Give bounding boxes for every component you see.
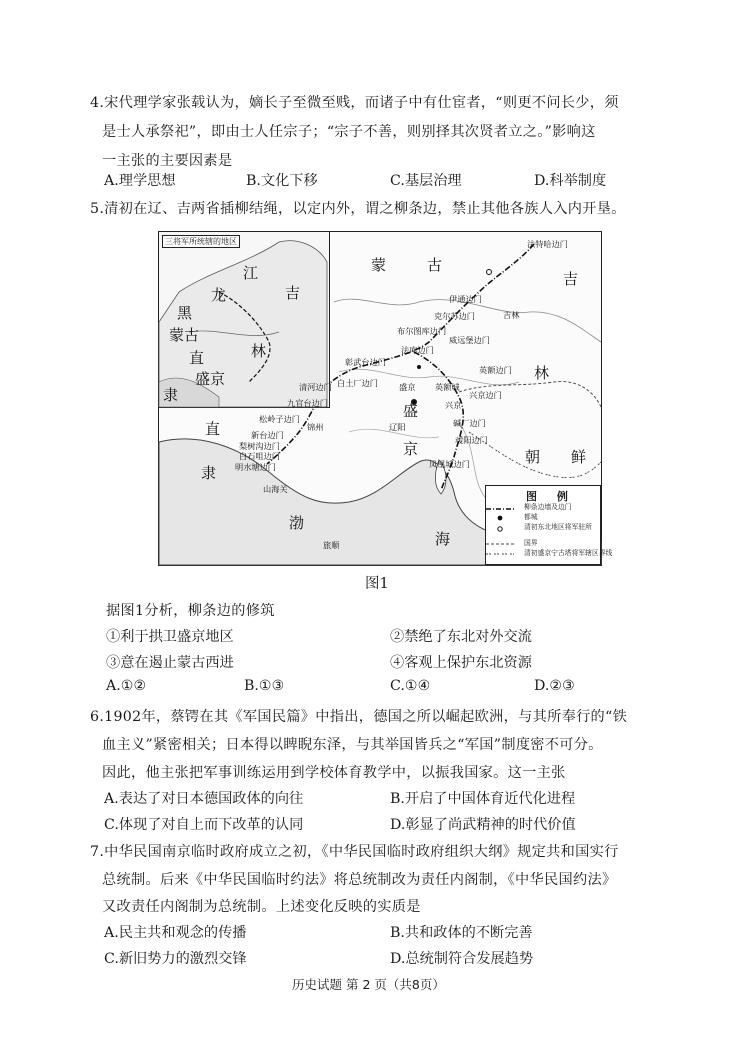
q7-line-3: 又改责任内阁制为总统制。上述变化反映的实质是 <box>102 899 421 915</box>
legend-item: 国界 <box>524 539 538 547</box>
legend-item: 都城 <box>524 513 538 521</box>
inset-label: 盛京 <box>195 370 226 388</box>
map-region-label: 鲜 <box>571 448 587 466</box>
q5-statement-1: ①利于拱卫盛京地区 <box>106 629 234 645</box>
legend-title: 图 例 <box>526 490 576 503</box>
map-region-label: 吉 <box>563 270 579 288</box>
q5-option-a[interactable]: A.①② <box>106 678 147 694</box>
q7-option-d[interactable]: D.总统制符合发展趋势 <box>390 951 534 967</box>
q4-line-3: 一主张的主要因素是 <box>102 153 233 169</box>
map-place: 兴京 <box>445 400 462 410</box>
q4-option-d[interactable]: D.科举制度 <box>534 173 607 189</box>
map-place: 锦州 <box>307 422 324 432</box>
q5-statement-3: ③意在遏止蒙古西进 <box>106 655 234 671</box>
map-region-label: 古 <box>427 256 443 274</box>
map-region-label: 渤 <box>289 514 305 532</box>
map-place: 英额城 <box>435 382 460 392</box>
legend-item: 清初盛京宁古塔将军辖区界线 <box>524 549 613 557</box>
page-footer: 历史试题 第 2 页（共8页） <box>292 977 445 992</box>
map-region-label: 朝 <box>525 448 541 466</box>
legend-item: 清初东北地区将军驻所 <box>524 523 592 531</box>
map-place: 碱厂边门 <box>453 418 486 428</box>
q7-line-1: 7.中华民国南京临时政府成立之初，《中华民国临时政府组织大纲》规定共和国实行 <box>90 844 619 860</box>
q5-stem: 据图1分析，柳条边的修筑 <box>106 603 275 619</box>
map-place: 九官台边门 <box>287 398 328 408</box>
map-place: 法库边门 <box>401 345 434 355</box>
map-figure <box>158 231 613 566</box>
legend-item: 柳条边墙及边门 <box>524 503 572 511</box>
inset-label: 龙 <box>211 286 227 304</box>
q4-option-c[interactable]: C.基层治理 <box>390 173 462 189</box>
map-region-label: 直 <box>205 420 221 438</box>
q7-option-a[interactable]: A.民主共和观念的传播 <box>104 925 247 941</box>
map-region-label: 隶 <box>201 464 217 482</box>
map-place: 新台边门 <box>251 430 284 440</box>
map-place: 白土厂边门 <box>337 378 378 388</box>
q5-line-1: 5.清初在辽、吉两省插柳结绳，以定内外，谓之柳条边，禁止其他各族人入内开垦。 <box>90 201 626 217</box>
map-place: 克尔苏边门 <box>434 311 475 321</box>
q6-option-d[interactable]: D.彰显了尚武精神的时代价值 <box>390 817 576 833</box>
q6-option-a[interactable]: A.表达了对日本德国政体的向往 <box>104 791 304 807</box>
inset-label: 黑 <box>177 304 193 322</box>
q6-option-b[interactable]: B.开启了中国体育近代化进程 <box>390 791 576 807</box>
q5-option-c[interactable]: C.①④ <box>390 678 431 694</box>
inset-label: 隶 <box>163 386 179 404</box>
map-place: 布尔图库边门 <box>397 326 447 336</box>
q7-option-c[interactable]: C.新旧势力的激烈交锋 <box>104 951 247 967</box>
map-place: 叆阳边门 <box>455 435 488 445</box>
map-place: 松岭子边门 <box>259 414 300 424</box>
map-place: 凤凰城边门 <box>429 459 470 469</box>
map-place: 旅顺 <box>323 540 340 550</box>
map-place: 伊通边门 <box>449 294 482 304</box>
map-place: 吉林 <box>503 310 520 320</box>
map-region-label: 京 <box>403 440 419 458</box>
map-region-label: 盛 <box>403 402 419 420</box>
q4-option-b[interactable]: B.文化下移 <box>246 173 318 189</box>
map-place: 清河边门 <box>299 382 332 392</box>
map-legend <box>485 485 613 565</box>
q4-line-2: 是士人承祭祀”，即由士人任宗子；“宗子不善，则别择其次贤者立之。”影响这 <box>102 124 596 140</box>
q6-line-1: 6.1902年，蔡锷在其《军国民篇》中指出，德国之所以崛起欧洲，与其所奉行的“铁 <box>90 709 628 725</box>
map-region-label: 林 <box>534 364 550 382</box>
map-place: 法特哈边门 <box>527 239 568 249</box>
q5-statement-4: ④客观上保护东北资源 <box>390 655 532 671</box>
map-place: 明水塘边门 <box>235 462 276 472</box>
figure-caption: 图1 <box>365 576 389 592</box>
q4-option-a[interactable]: A.理学思想 <box>104 173 176 189</box>
inset-label: 直 <box>189 349 205 367</box>
q7-option-b[interactable]: B.共和政体的不断完善 <box>390 925 533 941</box>
map-place: 彰武台边门 <box>345 357 386 367</box>
map-place: 山海关 <box>263 484 288 494</box>
inset-label: 吉 <box>285 284 301 302</box>
q5-statement-2: ②禁绝了东北对外交流 <box>390 629 532 645</box>
q5-option-b[interactable]: B.①③ <box>244 678 285 694</box>
inset-label: 江 <box>243 264 259 282</box>
q5-option-d[interactable]: D.②③ <box>534 678 575 694</box>
q7-line-2: 总统制。后来《中华民国临时约法》将总统制改为责任内阁制，《中华民国约法》 <box>102 872 617 888</box>
map-region-label: 海 <box>435 530 451 548</box>
q6-line-2: 血主义”紧密相关；日本得以睥睨东泽，与其举国皆兵之“军国”制度密不可分。 <box>102 737 603 753</box>
map-place: 白石咀边门 <box>239 451 280 461</box>
q6-line-3: 因此，他主张把军事训练运用到学校体育教学中，以振我国家。这一主张 <box>102 765 566 781</box>
map-place: 英额边门 <box>479 365 512 375</box>
map-place: 兴京边门 <box>469 390 502 400</box>
map-place: 盛京 <box>399 382 416 392</box>
map-region-label: 蒙 <box>371 256 387 274</box>
q6-option-c[interactable]: C.体现了对自上而下改革的认同 <box>104 817 304 833</box>
inset-title: 三将军所统辖的地区 <box>162 235 240 248</box>
inset-label: 蒙古 <box>169 326 200 344</box>
map-place: 辽阳 <box>389 422 406 432</box>
map-place: 梨树沟边门 <box>239 441 280 451</box>
inset-label: 林 <box>251 342 267 360</box>
map-place: 威远堡边门 <box>449 335 490 345</box>
q4-line-1: 4.宋代理学家张载认为，嫡长子至微至贱，而诸子中有仕宦者，“则更不问长少，须 <box>90 95 619 111</box>
